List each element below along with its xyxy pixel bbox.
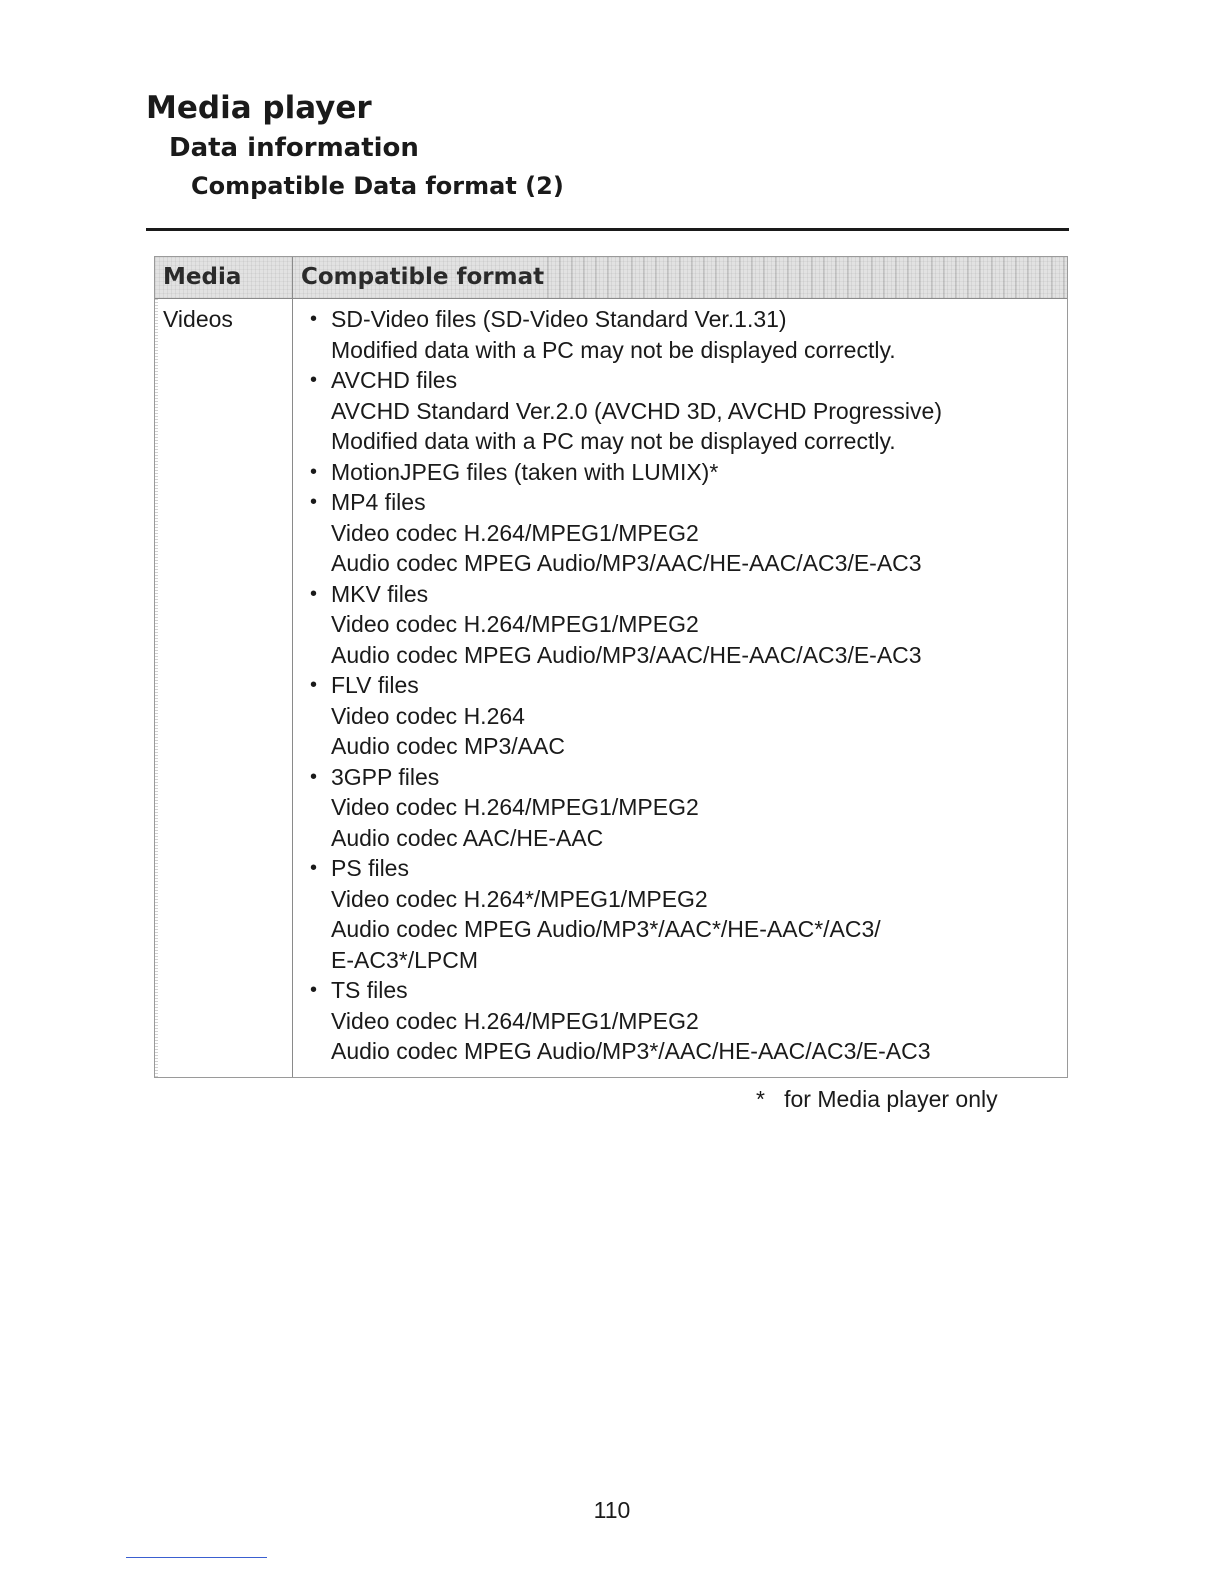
format-item — [310, 853, 1050, 975]
format-name: MotionJPEG files (taken with LUMIX)* — [331, 458, 719, 485]
bullet-icon: • — [310, 369, 318, 391]
format-name: AVCHD files — [331, 367, 458, 393]
subsection-title: Compatible Data format (2) — [191, 172, 564, 200]
page-number: 110 — [593, 1497, 631, 1523]
format-detail: AVCHD Standard Ver.2.0 (AVCHD 3D, AVCHD Progressive) — [331, 397, 942, 424]
footnote: * for Media player only — [756, 1086, 998, 1112]
header-media: Media — [163, 264, 242, 290]
format-detail: Video codec H.264/MPEG1/MPEG2 — [331, 611, 699, 637]
format-name: PS files — [331, 855, 409, 881]
format-detail: Audio codec AAC/HE-AAC — [331, 824, 604, 851]
format-name: FLV files — [331, 672, 419, 698]
bullet-icon: • — [310, 582, 318, 605]
format-detail: E-AC3*/LPCM — [331, 946, 478, 973]
format-name: MKV files — [331, 580, 429, 607]
media-cell: Videos — [163, 306, 233, 332]
format-name: 3GPP files — [331, 763, 440, 790]
format-detail: Modified data with a PC may not be displayed correctly. — [331, 428, 896, 454]
format-name: MP4 files — [331, 489, 426, 515]
header-compatible-format: Compatible format — [301, 264, 545, 290]
bullet-icon: • — [310, 765, 318, 788]
format-detail: Audio codec MPEG Audio/MP3/AAC/HE-AAC/AC3/E-AC3 — [331, 641, 922, 668]
format-item — [310, 579, 1050, 671]
format-detail: Video codec H.264/MPEG1/MPEG2 — [331, 794, 699, 820]
format-item — [310, 304, 1050, 365]
bullet-icon: • — [310, 308, 318, 330]
format-item — [310, 457, 1050, 488]
format-detail: Video codec H.264 — [331, 702, 525, 729]
format-name: TS files — [331, 977, 408, 1003]
format-name: SD-Video files (SD-Video Standard Ver.1.31) — [331, 306, 787, 332]
compatible-format-table — [154, 256, 1068, 1078]
table-left-edge — [155, 299, 158, 1077]
link-underline — [126, 1557, 267, 1558]
format-detail: Video codec H.264/MPEG1/MPEG2 — [331, 519, 699, 546]
format-detail: Audio codec MPEG Audio/MP3/AAC/HE-AAC/AC3/E-AC3 — [331, 550, 922, 576]
format-item — [310, 762, 1050, 854]
bullet-icon: • — [310, 979, 318, 1001]
format-detail: Audio codec MP3/AAC — [331, 733, 565, 759]
format-detail: Audio codec MPEG Audio/MP3*/AAC*/HE-AAC*/AC3/ — [331, 916, 881, 942]
bullet-icon: • — [310, 857, 318, 879]
format-item — [310, 670, 1050, 762]
format-list — [310, 304, 1050, 1067]
column-divider — [292, 257, 293, 1077]
format-detail: Audio codec MPEG Audio/MP3*/AAC/HE-AAC/AC3/E-AC3 — [331, 1038, 931, 1064]
heading-divider — [146, 228, 1069, 231]
format-item — [310, 487, 1050, 579]
format-detail: Video codec H.264/MPEG1/MPEG2 — [331, 1007, 699, 1034]
format-item — [310, 975, 1050, 1067]
section-title: Data information — [169, 133, 419, 163]
bullet-icon: • — [310, 674, 318, 696]
header-pattern — [547, 257, 1067, 298]
page-title: Media player — [146, 90, 372, 126]
format-item — [310, 365, 1050, 457]
bullet-icon: • — [310, 491, 318, 513]
format-detail: Modified data with a PC may not be displayed correctly. — [331, 336, 896, 363]
bullet-icon: • — [310, 460, 318, 483]
format-detail: Video codec H.264*/MPEG1/MPEG2 — [331, 885, 708, 912]
